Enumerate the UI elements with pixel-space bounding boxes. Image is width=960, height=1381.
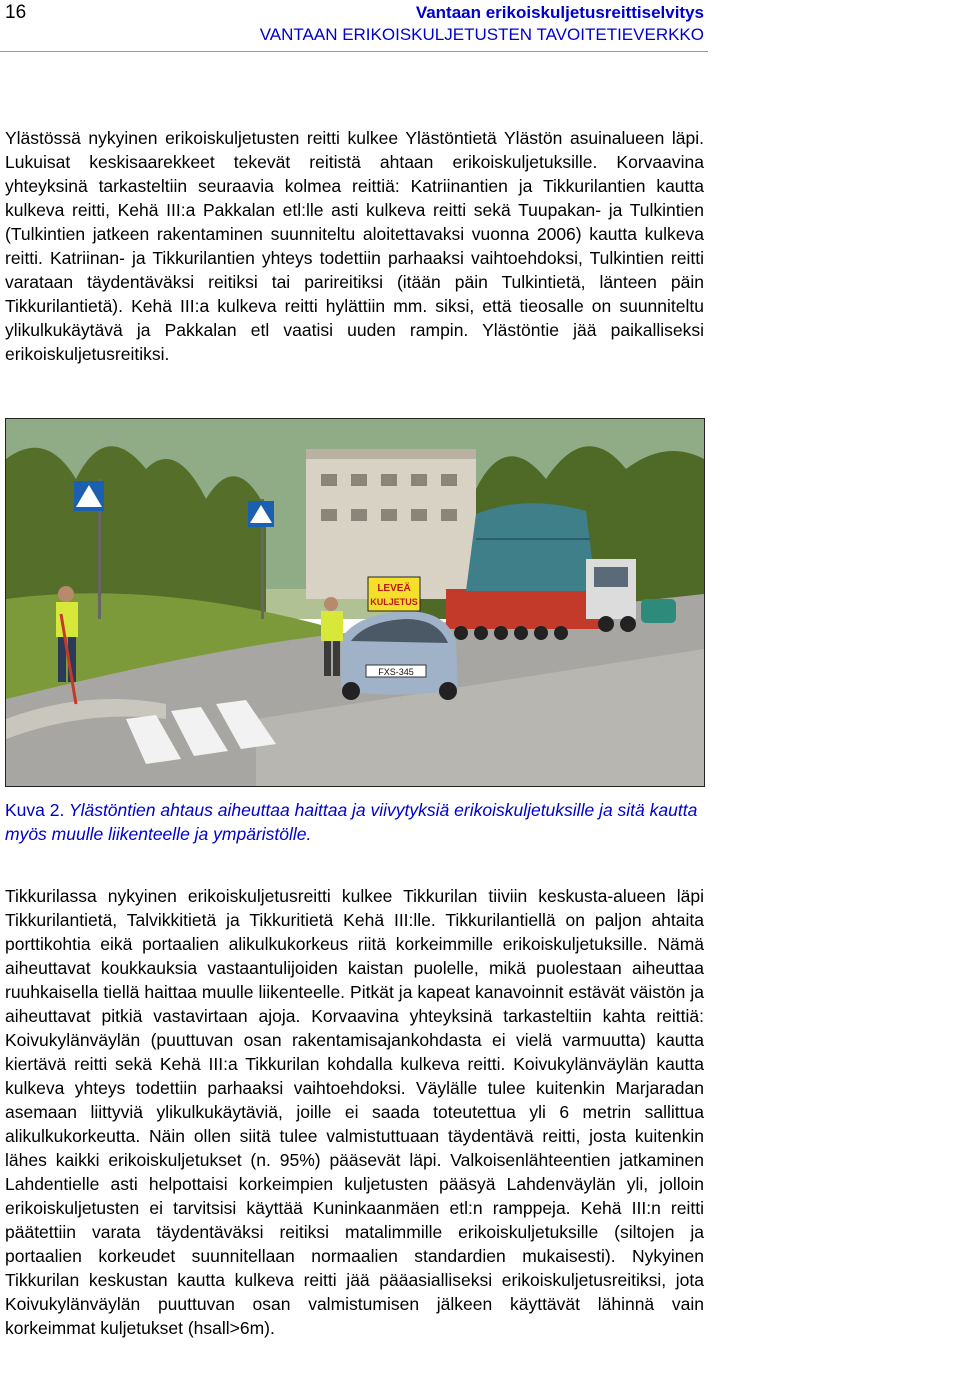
- page-number: 16: [5, 2, 27, 23]
- license-plate-text: FXS-345: [378, 667, 414, 677]
- body-paragraph-2: Tikkurilassa nykyinen erikoiskuljetusreitti kulkee Tikkurilan tiiviin keskusta-alueen läpi Tikkurilantietä, Talvikkitietä ja Tikkuritietä Kehä III:lle. Tikkurilantiellä on paljon ahtaita porttikohtia eikä portaalien alikulkukorkeus riitä korkeimmille erikoiskuljetuksille. Nämä aiheuttavat koukkauksia vastaantulijoiden kaistan puolelle, mikä puolestaan aiheuttaa ruuhkaisella tiellä haittaa muulle liikenteelle. Pitkät ja kapeat kanavoinnit estävät väistön ja aiheuttavat pitkiä vastavirtaan ajoja. Korvaavina yhteyksinä tarkasteltiin kahta reittiä: Koivukylänväylän (puuttuvan osan rakentamisajankohdasta ei vielä varmuutta) kautta kiertävä reitti sekä Kehä III:a Tikkurilan kohdalla kulkeva reitti. Koivukylänväylän kautta kulkeva yhteys todettiin parhaaksi vaihtoehdoksi. Väylälle tulee kuitenkin Marjaradan asemaan liittyviä ylikulkukäytäviä, joille ei saada toteutettua yli 6 metrin sallittua alikulkukorkeutta. Näin ollen siitä tulee valmistuttuaan täydentävä reitti, josta kuitenkin lähes kaikki erikoiskuljetukset (n. 95%) pääsevät läpi. Valkoisenlähteentien jatkaminen Lahdentielle asti helpottaisi korkeimpien kuljetusten pääsyä Lahdenväylän yli, jolloin erikoiskuljetusten ei tarvitsisi käyttää Kuninkaanmäen etl:n ramppeja. Kehä III:n reitti päätettiin varata täydentäväksi reitiksi matalimmille erikoiskuljetuksille (siltojen ja portaalien korkeudet suunnitellaan normaalien standardien mukaisesti). Nykyinen Tikkurilan keskustan kautta kulkeva reitti jää pääasialliseksi erikoiskuljetusreitiksi, jota Koivukylänväylän puuttuvan osan valmistumisen jälkeen käyttävät lähinnä vain korkeimmat kuljetukset (hsall>6m).: [5, 886, 704, 1338]
- body-paragraph-1: Ylästössä nykyinen erikoiskuljetusten reitti kulkee Ylästöntietä Ylästön asuinalueen läpi. Lukuisat keskisaarekkeet tekevät reitistä ahtaan erikoiskuljetuksille. Korvaavina yhteyksinä tarkasteltiin seuraavia kolmea reittiä: Katriinantien ja Tikkurilantien kautta kulkeva reitti, Kehä III:a Pakkalan etl:lle asti kulkeva reitti sekä Tuupakan- ja Tulkintien (Tulkintien jatkeen rakentaminen suunniteltu aloitettavaksi vuonna 2006) kautta kulkeva reitti. Katriinan- ja Tikkurilantien yhteys todettiin parhaaksi vaihtoehdoksi, Tulkintien reitti varataan täydentäväksi reitiksi tai parireitiksi (itään päin Tulkintietä, länteen päin Tikkurilantietä). Kehä III:a kulkeva reitti hylättiin mm. siksi, että tieosalle on suunniteltu ylikulkukäytävä ja Pakkalan etl vaatisi uuden rampin. Ylästöntie jää paikalliseksi erikoiskuljetusreitiksi.: [5, 128, 704, 364]
- figure-caption-text: Ylästöntien ahtaus aiheuttaa haittaa ja viivytyksiä erikoiskuljetuksille ja sitä kautta myös muulle liikenteelle ja ympäristölle.: [5, 800, 698, 844]
- road-photo: [5, 418, 705, 787]
- sign-text-kuljetus: KULJETUS: [370, 597, 418, 607]
- figure-label: Kuva 2.: [5, 800, 65, 820]
- figure-caption: [5, 798, 705, 846]
- header-block: [184, 2, 704, 46]
- report-subtitle: VANTAAN ERIKOISKULJETUSTEN TAVOITETIEVERKKO: [259, 25, 704, 44]
- sign-text-leveä: LEVEÄ: [377, 583, 411, 594]
- header-divider: [0, 51, 708, 52]
- report-title: Vantaan erikoiskuljetusreittiselvitys: [415, 3, 704, 22]
